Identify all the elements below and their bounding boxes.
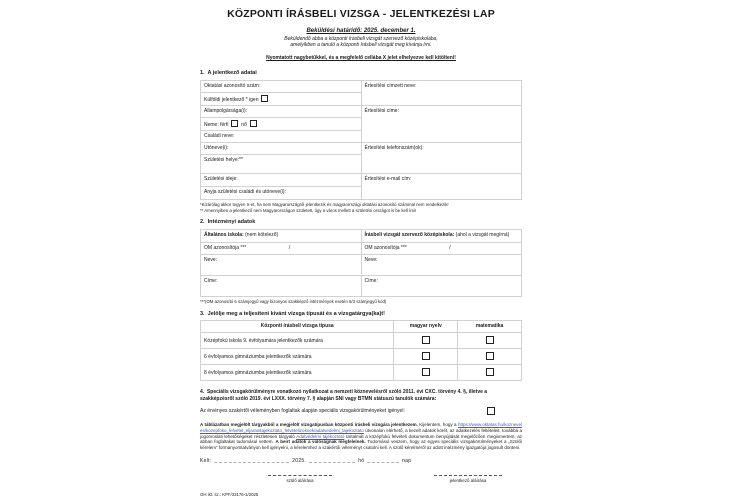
section4-heading: 4. Speciális vizsgakörülményre vonatkozó nyilatkozat a nemzeti köznevelésről szóló 2011. évi CXC. törvény 4. §, illetve a szakképzésről szóló 2019. évi LXXX. törvény 7. § alapján SNI vagy BTMN státuszú tanulók számára: [200, 389, 489, 402]
declaration-bold-2: A beírt adatok a valóságnak megfelelnek. [275, 439, 366, 445]
applicant-signature-label: jelentkező aláírása [449, 478, 487, 484]
field-label: Címe: [364, 278, 378, 284]
checkbox-special-conditions[interactable] [487, 407, 495, 415]
column-header-magyar-nyelv: magyar nyelv [394, 321, 458, 333]
field-label: Születési helye:** [204, 156, 243, 163]
column-header-matematika: matematika [458, 321, 522, 333]
checkbox-kulfoldi-igen[interactable] [261, 95, 268, 102]
checkbox-row1-matematika[interactable] [486, 336, 494, 344]
checkbox-neme-no[interactable] [250, 120, 257, 127]
table-row [201, 80, 522, 92]
om-slash: / [288, 245, 291, 251]
field-label: Értesítési címe: [364, 107, 399, 114]
signature-row [200, 475, 522, 483]
field-neve-left [201, 255, 362, 276]
field-cime-right [361, 276, 522, 297]
header-note: (nem kötelező) [243, 232, 279, 238]
field-szuletesi-ideje [201, 173, 362, 186]
field-cime-left [201, 276, 362, 297]
field-szuletesi-helye [201, 154, 362, 173]
field-label: Családi neve: [204, 132, 235, 139]
field-utoneve [201, 142, 362, 154]
kelt-blank-place: _ _ _ _ _ _ _ _ _ _ _ _ _ _ _ _ [214, 458, 290, 465]
kelt-blank-day: _ _ _ _ _ _ _ [367, 458, 400, 465]
fill-instructions: Nyomtatott nagybetűkkel, és a megfelelő cellába X jelet elhelyezve kell kitölteni! [266, 55, 456, 62]
field-allampolgarsag [201, 105, 362, 117]
signature-line [268, 475, 332, 477]
header-note: (ahol a vizsgát megírná) [454, 232, 510, 238]
footnote-2: ** Amennyiben a jelentkező nem Magyarországon született, úgy a város mellett a születési országot is be kell írni! [200, 207, 417, 213]
declaration-text-4: Tudomásul veszem, hogy az egyes speciális vizsgakörülményeket a „Szülői kérelem” formanyomtatványon kell igényelni, a kérelemhez a szakértői véleményt csatolni kell. A szülő kérelméről az adott intézmény igazgatója jogosult dönteni. [200, 439, 522, 451]
checkbox-neme-ferfi[interactable] [231, 120, 238, 127]
field-label: nő [241, 121, 247, 128]
om-slash: / [449, 245, 451, 251]
table-row [201, 142, 522, 154]
field-ertesitesi-cimzett [361, 80, 522, 105]
kelt-blank-month: _ _ _ _ _ _ _ _ _ _ [309, 458, 356, 465]
table-row [201, 255, 522, 276]
field-label: Értesítési telefonszám(ok): [364, 144, 424, 151]
cell-magyar-row2 [394, 349, 458, 365]
field-label: Utóneve(i): [204, 144, 229, 151]
field-label: Értesítési e-mail cím: [364, 175, 412, 182]
field-ertesitesi-telefon [361, 142, 522, 173]
field-om-azonosito-left [201, 243, 362, 255]
table-row [201, 230, 522, 243]
table-row [201, 276, 522, 297]
institution-data-table [200, 229, 522, 297]
table-row [201, 243, 522, 255]
field-label: OM azonosítója *** [364, 245, 407, 251]
field-label: OM azonosítója *** [204, 245, 247, 251]
exam-type-label: 6 évfolyamos gimnáziumba jelentkezők számára [201, 349, 394, 365]
table-row [201, 365, 522, 381]
send-instructions-line2: amelyikben a tanuló a központi írásbeli vizsgát meg kívánja írni. [290, 42, 432, 49]
field-anyja-neve [201, 186, 362, 199]
date-line [200, 458, 522, 464]
special-conditions-request [200, 407, 522, 415]
checkbox-row1-magyar[interactable] [422, 336, 430, 344]
field-oktatasi-azonosito [201, 80, 362, 92]
declaration-text-3: tartalmát a középfokú felvételi dokumentum benyújtását megelőzően megismertem, az abban foglaltakat tudomásul vettem. [200, 433, 522, 445]
section1-heading: 1. A jelentkező adatai [200, 70, 257, 77]
cell-magyar-row3 [394, 365, 458, 381]
applicant-data-table [200, 80, 522, 200]
field-om-azonosito-right [361, 243, 522, 255]
exam-type-label: 8 évfolyamos gimnáziumba jelentkezők számára [201, 365, 394, 381]
cell-magyar-row1 [394, 333, 458, 349]
header-label: Írásbeli vizsgát szervező középiskola: [364, 232, 455, 238]
checkbox-row3-matematika[interactable] [486, 368, 494, 376]
table-row [201, 333, 522, 349]
cell-matek-row1 [458, 333, 522, 349]
field-kulfoldi-jelentkezo [201, 92, 362, 105]
field-label: Oktatási azonosító szám: [204, 82, 261, 89]
checkbox-row2-magyar[interactable] [422, 352, 430, 360]
footnote-om: ***(OM azonosító 6 számjegyű vagy bizonyos szakképző intézmények esetén 6/3 számjegyű kód) [200, 299, 387, 304]
table-row [201, 349, 522, 365]
parent-signature-label: szülő aláírása [286, 478, 314, 484]
section3-heading: 3. Jelölje meg a teljesíteni kívánt vizsga típusát és a vizsgatárgya(ka)t! [200, 310, 385, 317]
declaration-paragraph [200, 422, 522, 451]
document-reference-number: OH ikt. sz.: KPF/33176-1/2025 [200, 492, 259, 497]
parent-signature-block [268, 475, 332, 483]
application-form [200, 6, 522, 497]
field-csaladi-neve [201, 130, 362, 142]
field-label: Születési ideje: [204, 175, 238, 182]
header-label: Általános iskola: [204, 232, 244, 238]
header-kozepiskola [361, 230, 522, 243]
exam-type-label: Középfokú iskola 9. évfolyamára jelentkezők számára [201, 333, 394, 349]
adatvedelmi-tajekoztato-link[interactable]: Adatvédelmi tájékoztató [296, 433, 345, 439]
signature-line [434, 475, 502, 477]
send-instructions [200, 36, 522, 50]
field-label: Neve: [204, 257, 218, 263]
field-ertesitesi-cime [361, 105, 522, 142]
field-label: Címe: [204, 278, 218, 284]
applicant-signature-block [434, 475, 502, 483]
column-header-vizsga-tipusa: Központi írásbeli vizsga típusa [201, 321, 394, 333]
header-altalanos-iskola [201, 230, 362, 243]
section2-heading: 2. Intézményi adatok [200, 219, 256, 226]
kelt-label: Kelt: [200, 458, 212, 465]
table-row [201, 105, 522, 117]
field-label: Állampolgársága(i): [204, 107, 248, 114]
form-title: KÖZPONTI ÍRÁSBELI VIZSGA - JELENTKEZÉSI LAP [227, 8, 495, 20]
request-label: Az érvényes szakértői véleményben foglaltak alapján speciális vizsgakörülményeket igényel: [200, 407, 405, 414]
field-ertesitesi-email [361, 173, 522, 199]
privacy-url-link[interactable]: https://www.oktatas.hu/kozneveles/kozepfoku_felvetel_eljaras/tajekoztato_felvetelizoknek/adatvedelmi_tajekoztato [200, 421, 522, 433]
declaration-bold-1: A táblázatban megjelölt tárgyakból a megjelölt vizsgatípusban központi írásbeli vizsgára jelentkezem. [200, 421, 418, 427]
cell-matek-row2 [458, 349, 522, 365]
field-label: Értesítési címzett neve: [364, 82, 417, 89]
kelt-nap-label: nap [402, 458, 412, 465]
kelt-ho-label: hó [358, 458, 365, 465]
send-instructions-line1: Beküldendő abba a központi írásbeli vizsgát szervező középiskolába, [284, 35, 438, 42]
exam-type-table [200, 320, 522, 381]
deadline-note: Beküldési határidő: 2025. december 1. [306, 27, 416, 34]
footnote-1: *Kizárólag akkor tegyen X-et, ha nem Magyarországról jelentkezik és magyarországi oktatási azonosító számmal nem rendelkezik! [200, 201, 449, 207]
field-neme [201, 117, 362, 130]
declaration-text-2: útvonalon elérhető, a kezelt adatok körét, az adatkezelés feltételeit, továbbá a jogorvoslati lehetőségeket részletesen tárgyaló [200, 427, 522, 439]
table-row [201, 173, 522, 186]
table-header-row [201, 321, 522, 333]
kelt-year: 2025. [292, 458, 307, 465]
field-neve-right [361, 255, 522, 276]
field-label: Anyja születési családi és utóneve(i): [204, 188, 286, 195]
cell-matek-row3 [458, 365, 522, 381]
field-label: Neme: férfi [204, 121, 229, 128]
declaration-text-1: Kijelentem, hogy a [417, 421, 458, 427]
field-label: Külföldi jelentkező * igen [204, 96, 259, 103]
checkbox-row3-magyar[interactable] [422, 368, 430, 376]
field-label: Neve: [364, 257, 378, 263]
checkbox-row2-matematika[interactable] [486, 352, 494, 360]
